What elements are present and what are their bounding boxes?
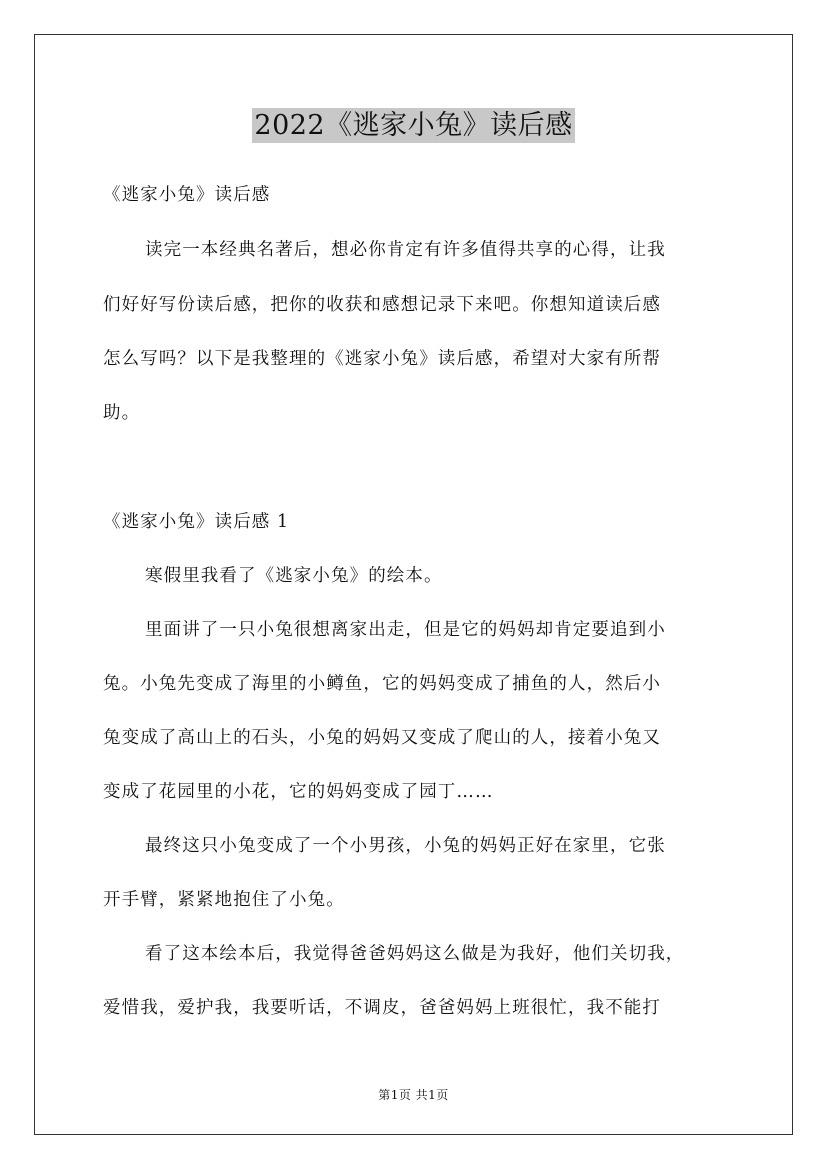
- paragraph-line: 最终这只小兔变成了一个小男孩，小兔的妈妈正好在家里，它张: [145, 836, 666, 856]
- paragraph-line: 开手臂，紧紧地抱住了小兔。: [103, 890, 345, 910]
- paragraph-line: 兔变成了高山上的石头，小兔的妈妈又变成了爬山的人，接着小兔又: [103, 728, 661, 748]
- section-heading: 《逃家小兔》读后感 1: [103, 512, 290, 532]
- paragraph-line: 看了这本绘本后，我觉得爸爸妈妈这么做是为我好，他们关切我，: [145, 944, 685, 964]
- paragraph-line: 里面讲了一只小兔很想离家出走，但是它的妈妈却肯定要追到小: [145, 620, 666, 640]
- paragraph-line: 们好好写份读后感，把你的收获和感想记录下来吧。你想知道读后感: [103, 295, 661, 315]
- paragraph-line: 兔。小兔先变成了海里的小鳟鱼，它的妈妈变成了捕鱼的人，然后小: [103, 674, 661, 694]
- paragraph-line: 怎么写吗？以下是我整理的《逃家小兔》读后感，希望对大家有所帮: [103, 349, 661, 369]
- paragraph-line: 寒假里我看了《逃家小兔》的绘本。: [145, 566, 443, 586]
- page-footer: 第1页 共1页: [378, 1088, 449, 1102]
- document-title: 2022《逃家小兔》读后感: [254, 110, 573, 141]
- paragraph-line: 爱惜我，爱护我，我要听话，不调皮，爸爸妈妈上班很忙，我不能打: [103, 998, 661, 1018]
- paragraph-line: 读完一本经典名著后，想必你肯定有许多值得共享的心得，让我: [145, 240, 666, 260]
- paragraph-line: 助。: [103, 403, 141, 423]
- subtitle-line: 《逃家小兔》读后感: [103, 185, 271, 205]
- paragraph-line: 变成了花园里的小花，它的妈妈变成了园丁……: [103, 782, 494, 802]
- document-title-wrap: [0, 103, 827, 142]
